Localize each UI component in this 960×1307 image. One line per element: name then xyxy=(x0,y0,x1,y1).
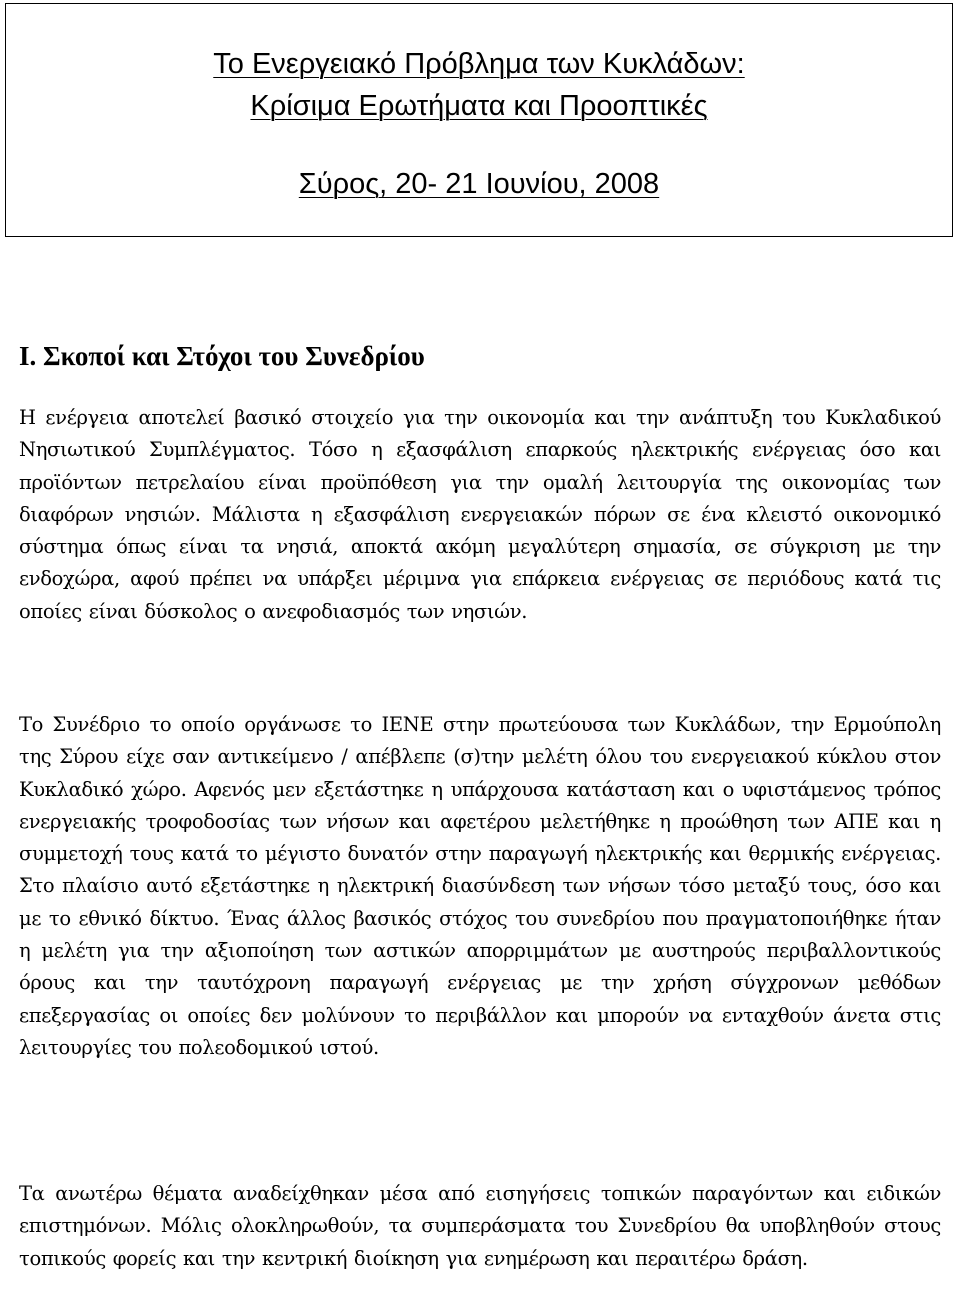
title-box xyxy=(5,3,953,237)
section-heading: Ι. Σκοποί και Στόχοι του Συνεδρίου xyxy=(19,341,425,371)
venue-date: Σύρος, 20- 21 Ιουνίου, 2008 xyxy=(298,168,660,200)
title-line-1: Το Ενεργειακό Πρόβλημα των Κυκλάδων: xyxy=(213,48,745,80)
paragraph-3: Τα ανωτέρω θέματα αναδείχθηκαν μέσα από εισηγήσεις τοπικών παραγόντων και ειδικών επιστημόνων. Μόλις ολοκληρωθούν, τα συμπεράσματα του Συνεδρίου θα υποβληθούν στους τοπικούς φορείς και την κεντρική διοίκηση για ενημέρωση και περαιτέρω δράση. xyxy=(19,1182,941,1270)
paragraph-2: Το Συνέδριο το οποίο οργάνωσε το ΙΕΝΕ στην πρωτεύουσα των Κυκλάδων, την Ερμούπολη της Σύρου είχε σαν αντικείμενο / απέβλεπε (σ)την μελέτη όλου του ενεργειακού κύκλου στον Κυκλαδικό χώρο. Αφενός μεν εξετάστηκε η υπάρχουσα κατάσταση και ο υφιστάμενος τρόπος ενεργειακής τροφοδοσίας των νήσων και αφετέρου μελετήθηκε η προώθηση των ΑΠΕ και η συμμετοχή τους κατά το μέγιστο δυνατόν στην παραγωγή ηλεκτρικής και θερμικής ενέργειας. Στο πλαίσιο αυτό εξετάστηκε η ηλεκτρική διασύνδεση των νήσων τόσο μεταξύ τους, όσο και με το εθνικό δίκτυο. Ένας άλλος βασικός στόχος του συνεδρίου που πραγματοποιήθηκε ήταν η μελέτη για την αξιοποίηση των αστικών απορριμμάτων με αυστηρούς περιβαλλοντικούς όρους και την ταυτόχρονη παραγωγή ενέργειας με την χρήση σύγχρονων μεθόδων επεξεργασίας οι οποίες δεν μολύνουν το περιβάλλον και μπορούν να ενταχθούν άνετα στις λειτουργίες του πολεοδομικού ιστού. xyxy=(19,713,941,1059)
title-line-2: Κρίσιμα Ερωτήματα και Προοπτικές xyxy=(250,90,708,122)
paragraph-1: Η ενέργεια αποτελεί βασικό στοιχείο για την οικονομία και την ανάπτυξη του Κυκλαδικού Νησιωτικού Συμπλέγματος. Τόσο η εξασφάλιση επαρκούς ηλεκτρικής ενέργειας όσο και προϊόντων πετρελαίου είναι προϋπόθεση για την ομαλή λειτουργία της οικονομίας των διαφόρων νησιών. Μάλιστα η εξασφάλιση ενεργειακών πόρων σε ένα κλειστό οικονομικό σύστημα όπως είναι τα νησιά, αποκτά ακόμη μεγαλύτερη σημασία, σε σύγκριση με την ενδοχώρα, αφού πρέπει να υπάρξει μέριμνα για επάρκεια ενέργειας σε περιόδους κατά τις οποίες είναι δύσκολος ο ανεφοδιασμός των νησιών. xyxy=(19,406,941,623)
